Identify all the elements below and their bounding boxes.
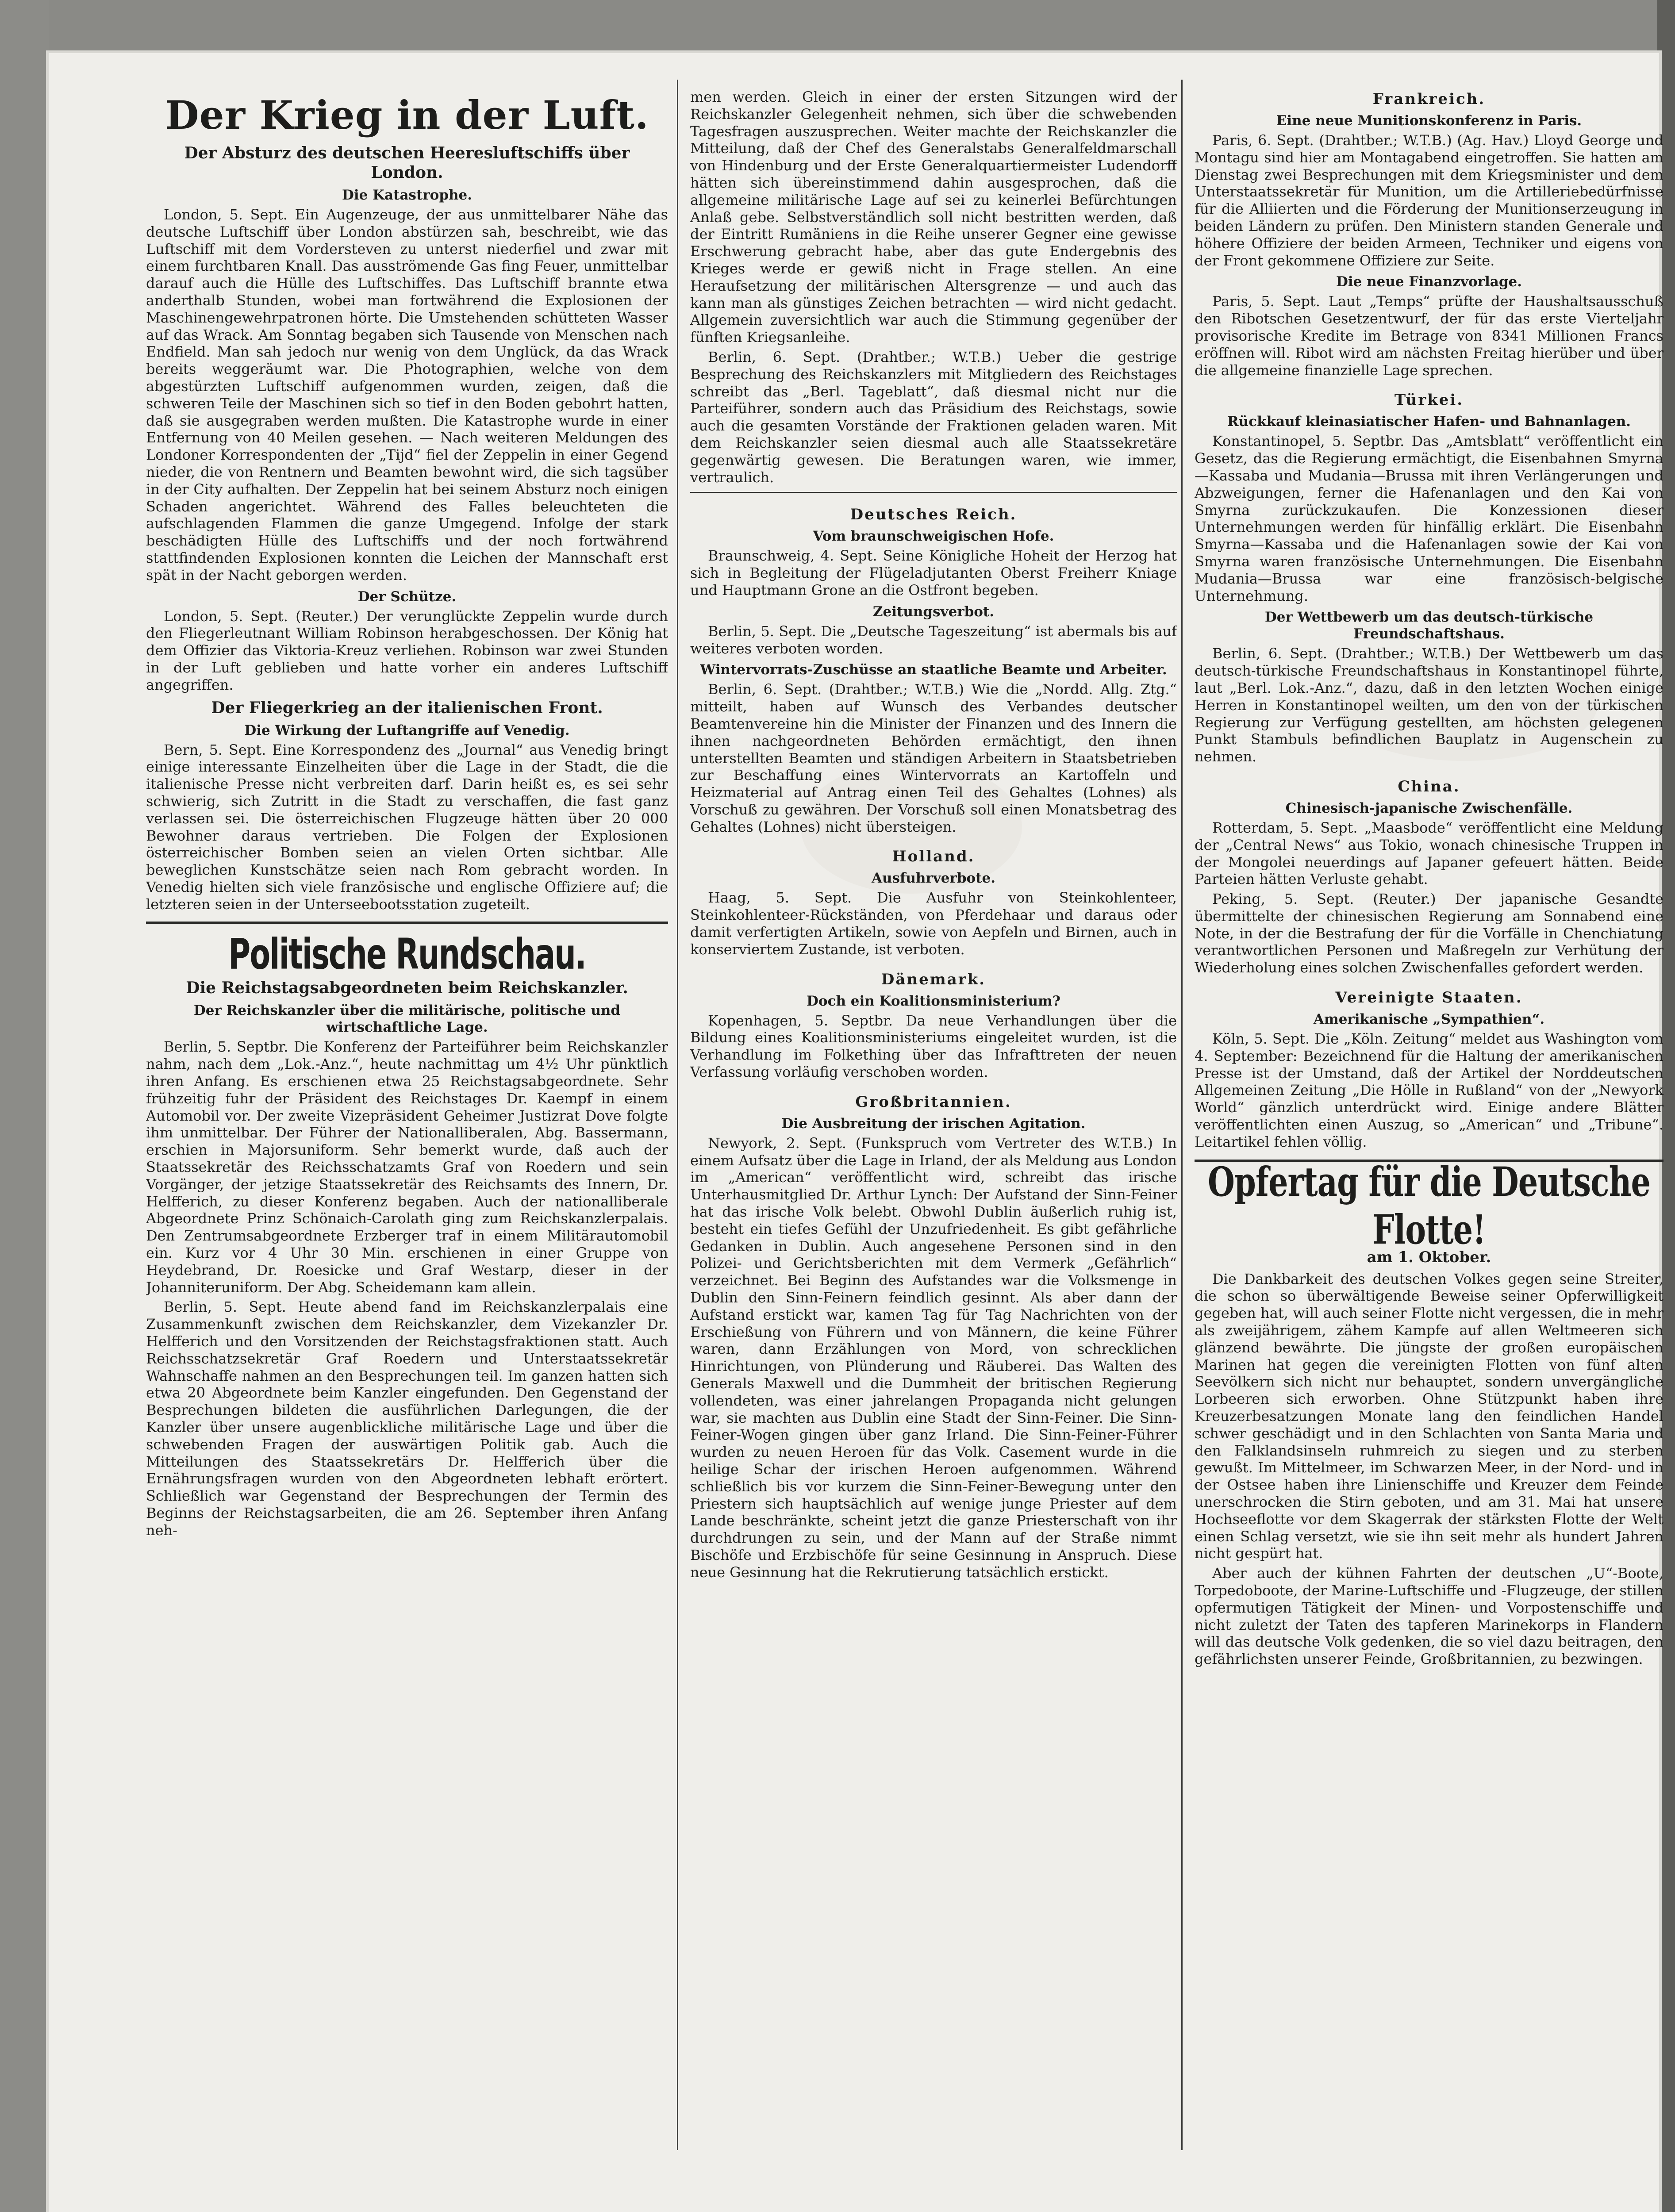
column-3 [1195, 88, 1663, 2159]
subhead: Doch ein Koalitionsministerium? [807, 993, 1060, 1009]
subhead-reichstagsabgeordnete: Die Reichstagsabgeordneten beim Reichskanzler. [186, 979, 628, 998]
subhead-fliegerkrieg: Der Fliegerkrieg an der italienischen Front. [211, 698, 603, 717]
article-paragraph: Kopenhagen, 5. Septbr. Da neue Verhandlungen über die Bildung eines Koalitionsministeriums eingeleitet wurden, ist die Verhandlung im Folkething über das Infrafttreten der neuen Verfassung vorläufig verschoben worden. [690, 1012, 1177, 1081]
article-paragraph: Paris, 5. Sept. Laut „Temps“ prüfte der Haushaltsausschuß den Ribotschen Gesetzentwurf, der für das erste Vierteljahr provisorische Kredite im Betrage von 8341 Millionen Francs eröffnen will. Ribot wird am nächsten Freitag hierüber und über die allgemeine finanzielle Lage sprechen. [1195, 293, 1663, 379]
divider [690, 492, 1177, 493]
column-2 [690, 88, 1177, 2159]
subhead: Ausfuhrverbote. [871, 870, 996, 887]
subhead: Vom braunschweigischen Hofe. [813, 528, 1054, 545]
heading-frankreich: Frankreich. [1372, 90, 1486, 108]
article-paragraph: Berlin, 6. Sept. (Drahtber.; W.T.B.) Wie die „Nordd. Allg. Ztg.“ mitteilt, haben auf Wunsch des Verbandes deutscher Beamtenvereine hin die Minister der Finanzen und des Innern die ihnen nachgeordneten Behörden ermächtigt, den ihnen unterstellten Beamten und ständigen Arbeitern in Staatsbetrieben zur Beschaffung eines Wintervorrats an Kartoffeln und Heizmaterial auf Antrag einen Teil des Gehaltes (Lohnes) als Vorschuß zu gewähren. Der Vorschuß soll einen Monatsbetrag des Gehaltes (Lohnes) nicht übersteigen. [690, 681, 1177, 835]
article-paragraph: Konstantinopel, 5. Septbr. Das „Amtsblatt“ veröffentlicht ein Gesetz, das die Regierung ermächtigt, die Eisenbahnen Smyrna—Kassaba und Mudania—Brussa mit ihren Verlängerungen und Abzweigungen, ferner die Hafenanlagen und den Kai von Smyrna zurückzukaufen. Die Konzessionen dieser Unternehmungen werden für hinfällig erklärt. Die Eisenbahn Smyrna—Kassaba und die Hafenanlagen sowie der Kai von Smyrna waren französische Unternehmungen. Die Eisenbahn Mudania—Brussa war eine französisch-belgische Unternehmung. [1195, 433, 1663, 604]
article-paragraph: Bern, 5. Sept. Eine Korrespondenz des „Journal“ aus Venedig bringt einige interessante Einzelheiten über die Lage in der Stadt, die die italienische Presse nicht verbreiten darf. Darin heißt es, es sei sehr schwierig, sich Zutritt in die Stadt zu verschaffen, die fast ganz verlassen sei. Die österreichischen Flugzeuge hätten über 20 000 Bewohner daraus vertrieben. Die Folgen der Explosionen österreichischer Bomben seien an vielen Orten sichtbar. Alle beweglichen Kunstschätze seien nach Rom gebracht worden. In Venedig hielten sich viele französische und englische Offiziere auf; die letzteren seien in der Unterseebootsstation zugeteilt. [146, 741, 668, 913]
article-paragraph: Berlin, 6. Sept. (Drahtber.; W.T.B.) Ueber die gestrige Besprechung des Reichskanzlers mit Mitgliedern des Reichstages schreibt das „Berl. Tageblatt“, daß diesmal nicht nur die Parteiführer, sondern auch das Präsidium des Reichstags, sowie auch die gesamten Vorstände der Fraktionen geladen waren. Mit dem Reichskanzler seien diesmal auch alle Staatssekretäre gegenwärtig gewesen. Die Beratungen waren, wie immer, vertraulich. [690, 348, 1177, 486]
article-paragraph: Berlin, 6. Sept. (Drahtber.; W.T.B.) Der Wettbewerb um das deutsch-türkische Freundschaftshaus in Konstantinopel führte, laut „Berl. Lok.-Anz.“, dazu, daß in den letzten Wochen einige Herren in Konstantinopel weilten, um den von der türkischen Regierung zur Verfügung gestellten, am höchsten gelegenen Punkt Stambuls befindlichen Bauplatz in Augenschein zu nehmen. [1195, 645, 1663, 765]
heading-deutsches-reich: Deutsches Reich. [850, 506, 1017, 524]
appeal-date: am 1. Oktober. [1367, 1248, 1491, 1266]
article-paragraph: men werden. Gleich in einer der ersten Sitzungen wird der Reichskanzler Gelegenheit nehmen, sich über die schwebenden Tagesfragen auszusprechen. Weiter machte der Reichskanzler die Mitteilung, daß der Chef des Generalstabs Generalfeldmarschall von Hindenburg und der Erste Generalquartiermeister Ludendorff hätten sich übereinstimmend dahin ausgesprochen, daß die allgemeine militärische Lage auf sei zu keinerlei Befürchtungen Anlaß gebe. Selbstverständlich soll nicht bestritten werden, daß der Eintritt Rumäniens in die Reihe unserer Gegner eine gewisse Erschwerung gebracht habe, aber das gute Endergebnis des Krieges werde er gewiß nicht in Frage stellen. An eine Heraufsetzung der militärischen Altersgrenze — und auch das kann man als günstiges Zeichen betrachten — wird nicht gedacht. Allgemein zuversichtlich war auch die Stimmung gegenüber der fünften Kriegsanleihe. [690, 88, 1177, 346]
column-1 [146, 88, 668, 2159]
scanner-background-left [0, 0, 49, 2212]
subhead-reichskanzler-lage: Der Reichskanzler über die militärische, politische und wirtschaftliche Lage. [193, 1002, 621, 1036]
article-paragraph: Köln, 5. Sept. Die „Köln. Zeitung“ meldet aus Washington vom 4. September: Bezeichnend für die Haltung der amerikanischen Presse ist der Umstand, daß der Artikel der Norddeutschen Allgemeinen Zeitung „Die Hölle in Rußland“ von der „Newyork World“ gänzlich unterdrückt wird. Einige andere Blätter veröffentlichten einen Auszug, so „American“ und „Tribune“. Leitartikel fehlen völlig. [1195, 1030, 1663, 1150]
section-divider [146, 922, 668, 924]
subhead-absturz: Der Absturz des deutschen Heeresluftschiffs über London. [184, 144, 630, 182]
subhead-schuetze: Der Schütze. [357, 588, 457, 605]
article-paragraph: Die Dankbarkeit des deutschen Volkes gegen seine Streiter, die schon so überwältigende Beweise seiner Opferwilligkeit gegeben hat, will auch seiner Flotte nicht vergessen, die in mehr als zweijährigem, zähem Kampfe auf allen Weltmeeren sich glänzend bewährte. Die jüngste der großen europäischen Marinen hat gegen die vereinigten Flotten von fünf alten Seevölkern sich nicht nur behauptet, sondern unvergängliche Lorbeeren sich erworben. Ohne Stützpunkt haben ihre Kreuzerbesatzungen Monate lang den feindlichen Handel schwer geschädigt und in den Schlachten von Santa Maria und den Falklandsinseln ruhmreich zu siegen und zu sterben gewußt. Im Mittelmeer, im Schwarzen Meer, in der Nord- und in der Ostsee haben ihre Linienschiffe und Kreuzer dem Feinde unerschrocken die Stirn geboten, und am 31. Mai hat unsere Hochseeflotte vor dem Skagerrak der stärksten Flotte der Welt einen Schlag versetzt, wie sie ihn seit mehr als hundert Jahren nicht gespürt hat. [1195, 1270, 1663, 1562]
subhead: Chinesisch-japanische Zwischenfälle. [1285, 800, 1573, 816]
heading-daenemark: Dänemark. [881, 970, 986, 988]
heading-grossbritannien: Großbritannien. [855, 1093, 1012, 1111]
subhead: Die neue Finanzvorlage. [1336, 274, 1522, 290]
article-paragraph: Newyork, 2. Sept. (Funkspruch vom Vertreter des W.T.B.) In einem Aufsatz über die Lage in Irland, der als Meldung aus London im „American“ veröffentlicht wird, schreibt das irische Unterhausmitglied Dr. Arthur Lynch: Der Aufstand der Sinn-Feiner hat das irische Volk belebt. Obwohl Dublin äußerlich ruhig ist, besteht ein tiefes Gefühl der Unzufriedenheit. Es gibt gefährliche Gedanken in Dublin. Auch angesehene Personen sind in den Polizei- und Gerichtsberichten mit dem Vermerk „Gefährlich“ verzeichnet. Bei Beginn des Aufstandes war die Volksmenge in Dublin den Sinn-Feinern feindlich gesinnt. Als aber dann der Aufstand erstickt war, kamen Tag für Tag Nachrichten von der Erschießung von Führern und von Männern, die keine Führer waren, dann Erzählungen von Mord, von schrecklichen Hinrichtungen, von Plünderung und Räuberei. Das Walten des Generals Maxwell und die Dummheit der britischen Regierung vollendeten, was einer jahrelangen Propaganda nicht gelungen war, sie machten aus Dublin eine Stadt der Sinn-Feiner. Die Sinn-Feiner-Wogen gingen über ganz Irland. Die Sinn-Feiner-Führer wurden zu neuen Heroen für das Volk. Casement wurde in die heilige Schar der irischen Heroen aufgenommen. Während schließlich bis vor kurzem die Sinn-Feiner-Bewegung unter den Priestern sich hauptsächlich auf wenige junge Priester auf dem Lande beschränkte, scheint jetzt die ganze Priesterschaft von ihr durchdrungen zu sein, und der Mann auf der Straße nimmt Bischöfe und Erzbischöfe für seine Gesinnung in Anspruch. Diese neue Gesinnung hat die Rekrutierung tatsächlich erstickt. [690, 1134, 1177, 1581]
article-paragraph: Berlin, 5. Sept. Die „Deutsche Tageszeitung“ ist abermals bis auf weiteres verboten worden. [690, 622, 1177, 657]
section-politische-rundschau: Politische Rundschau. [228, 929, 586, 979]
article-paragraph: London, 5. Sept. (Reuter.) Der verunglückte Zeppelin wurde durch den Fliegerleutnant William Robinson herabgeschossen. Der König hat dem Offizier das Viktoria-Kreuz verliehen. Robinson war zwei Stunden in der Luft geblieben und hatte vorher ein anderes Luftschiff angegriffen. [146, 607, 668, 693]
article-paragraph: Paris, 6. Sept. (Drahtber.; W.T.B.) (Ag. Hav.) Lloyd George und Montagu sind hier am Montagabend eingetroffen. Sie hatten am Dienstag zwei Besprechungen mit dem Kriegsminister und dem Unterstaatssekretär für Munition, um die Artilleriebedürfnisse für die Alliierten und die Förderung der Munitionserzeugung in beiden Ländern zu prüfen. Den Ministern standen Generale und höhere Offiziere der beiden Armeen, Techniker und eigens von der Front gekommene Offiziere zur Seite. [1195, 132, 1663, 269]
subhead: Rückkauf kleinasiatischer Hafen- und Bahnanlagen. [1227, 414, 1631, 430]
article-paragraph: Rotterdam, 5. Sept. „Maasbode“ veröffentlicht eine Meldung der „Central News“ aus Tokio, wonach chinesische Truppen in der Mongolei neuerdings auf Japaner gefeuert hätten. Beide Parteien hätten Verluste gehabt. [1195, 819, 1663, 888]
subhead: Wintervorrats-Zuschüsse an staatliche Beamte und Arbeiter. [700, 662, 1167, 678]
heading-tuerkei: Türkei. [1394, 391, 1464, 409]
article-paragraph: London, 5. Sept. Ein Augenzeuge, der aus unmittelbarer Nähe das deutsche Luftschiff über London abstürzen sah, beschreibt, wie das Luftschiff mit dem Vordersteven zu unterst niederfiel und zwar mit einem furchtbaren Knall. Das ausströmende Gas fing Feuer, unmittelbar darauf auch die Hülle des Luftschiffes. Das Luftschiff brannte etwa anderthalb Stunden, wobei man fortwährend die Explosionen der Maschinengewehrpatronen hörte. Die Umstehenden schütteten Wasser auf das Wrack. Am Sonntag begaben sich Tausende von Menschen nach Endfield. Man sah jedoch nur wenig von dem Unglück, da das Wrack bereits weggeräumt war. Die Photographien, welche von dem abgestürzten Luftschiff aufgenommen wurden, zeigen, daß die schweren Teile der Maschinen sich so tief in den Boden gebohrt hatten, daß sie ausgegraben werden mußten. Die Katastrophe wurde in einer Entfernung von 40 Meilen gesehen. — Nach weiteren Meldungen des Londoner Korrespondenten der „Tijd“ fiel der Zeppelin in einer Gegend nieder, die von Rentnern und Beamten bewohnt wird, die sich tagsüber in der City aufhalten. Der Zeppelin hat bei seinem Absturz noch einigen Schaden angerichtet. Während des Falles beleuchteten die aufschlagenden Flammen die ganze Umgegend. Infolge der stark beschädigten Hülle des Luftschiffs und der noch fortwährend stattfindenden Explosionen konnten die Leichen der Mannschaft erst spät in der Nacht geborgen werden. [146, 206, 668, 584]
article-paragraph: Berlin, 5. Sept. Heute abend fand im Reichskanzlerpalais eine Zusammenkunft zwischen dem Reichskanzler, dem Vizekanzler Dr. Helfferich und den Vorsitzenden der Reichstagsfraktionen statt. Auch Reichsschatzsekretär Graf Roedern und Unterstaatssekretär Wahnschaffe nahmen an den Besprechungen teil. Im ganzen hatten sich etwa 20 Abgeordnete beim Kanzler eingefunden. Den Gegenstand der Besprechungen bildeten die ausführlichen Darlegungen, die der Kanzler über unsere augenblickliche militärische Lage und über die schwebenden Fragen der auswärtigen Politik gab. Auch die Mitteilungen des Staatssekretärs Dr. Helfferich über die Ernährungsfragen wurden von den Abgeordneten lebhaft erörtert. Schließlich war Gegenstand der Besprechungen der Termin des Beginns der Reichstagsarbeiten, die am 26. September ihren Anfang neh- [146, 1298, 668, 1539]
column-rule [1181, 80, 1183, 2150]
subhead-venedig: Die Wirkung der Luftangriffe auf Venedig. [244, 722, 570, 738]
subhead-katastrophe: Die Katastrophe. [342, 187, 473, 203]
article-paragraph: Braunschweig, 4. Sept. Seine Königliche Hoheit der Herzog hat sich in Begleitung der Flügeladjutanten Oberst Freiherr Kniage und Hauptmann Grone an die Ostfront begeben. [690, 547, 1177, 599]
heading-vereinigte-staaten: Vereinigte Staaten. [1335, 989, 1523, 1007]
heading-holland: Holland. [892, 848, 975, 866]
appeal-title-opfertag: Opfertag für die Deutsche Flotte! [1207, 1157, 1651, 1253]
article-paragraph: Berlin, 5. Septbr. Die Konferenz der Parteiführer beim Reichskanzler nahm, nach dem „Lok.-Anz.“, heute nachmittag um 4½ Uhr pünktlich ihren Anfang. Es erschienen etwa 25 Reichstagsabgeordnete. Sehr frühzeitig fuhr der Präsident des Reichstages Dr. Kaempf in einem Automobil vor. Der zweite Vizepräsident Geheimer Justizrat Dove folgte ihm unmittelbar. Der Führer der Nationalliberalen, Abg. Bassermann, erschien in Majorsuniform. Sehr bemerkt wurde, daß auch der Staatssekretär des Reichsschatzamts Graf von Roedern und sein Vorgänger, der jetzige Staatssekretär des Reichsamts des Innern, Dr. Helfferich, zu dieser Konferenz begaben. Auch der nationalliberale Abgeordnete Prinz Schönaich-Carolath ging zum Reichskanzlerpalais. Den Zentrumsabgeordnete Erzberger traf in einem Militärautomobil ein. Kurz vor 4 Uhr 30 Min. erschienen in einer Gruppe von Heydebrand, Dr. Roesicke und Graf Westarp, dieser in der Johanniteruniform. Der Abg. Scheidemann kam allein. [146, 1038, 668, 1296]
subhead: Eine neue Munitionskonferenz in Paris. [1276, 113, 1582, 129]
article-paragraph: Aber auch der kühnen Fahrten der deutschen „U“-Boote, Torpedoboote, der Marine-Luftschiffe und -Flugzeuge, der stillen opfermutigen Tätigkeit der Minen- und Vorpostenschiffe und nicht zuletzt der Taten des tapferen Marinekorps in Flandern will das deutsche Volk gedenken, die so viel dazu beitragen, den gefährlichsten unserer Feinde, Großbritannien, zu bezwingen. [1195, 1565, 1663, 1668]
article-paragraph: Haag, 5. Sept. Die Ausfuhr von Steinkohlenteer, Steinkohlenteer-Rückständen, von Pferdehaar und daraus oder damit verfertigten Artikeln, sowie von Aepfeln und Birnen, auch in konserviertem Zustande, ist verboten. [690, 889, 1177, 958]
headline-krieg-luft: Der Krieg in der Luft. [165, 92, 649, 138]
article-paragraph: Peking, 5. Sept. (Reuter.) Der japanische Gesandte übermittelte der chinesischen Regierung am Sonnabend eine Note, in der die Bestrafung der für die Vorfälle in Chenchiatung verantwortlichen Personen und Maßregeln zur Verhütung der Wiederholung eines solchen Zwischenfalles gefordert werden. [1195, 891, 1663, 976]
subhead: Der Wettbewerb um das deutsch-türkische Freundschaftshaus. [1264, 609, 1594, 642]
subhead: Die Ausbreitung der irischen Agitation. [781, 1115, 1086, 1132]
column-rule [677, 80, 678, 2150]
subhead: Amerikanische „Sympathien“. [1313, 1011, 1545, 1028]
subhead: Zeitungsverbot. [872, 603, 995, 620]
heading-china: China. [1398, 777, 1460, 795]
